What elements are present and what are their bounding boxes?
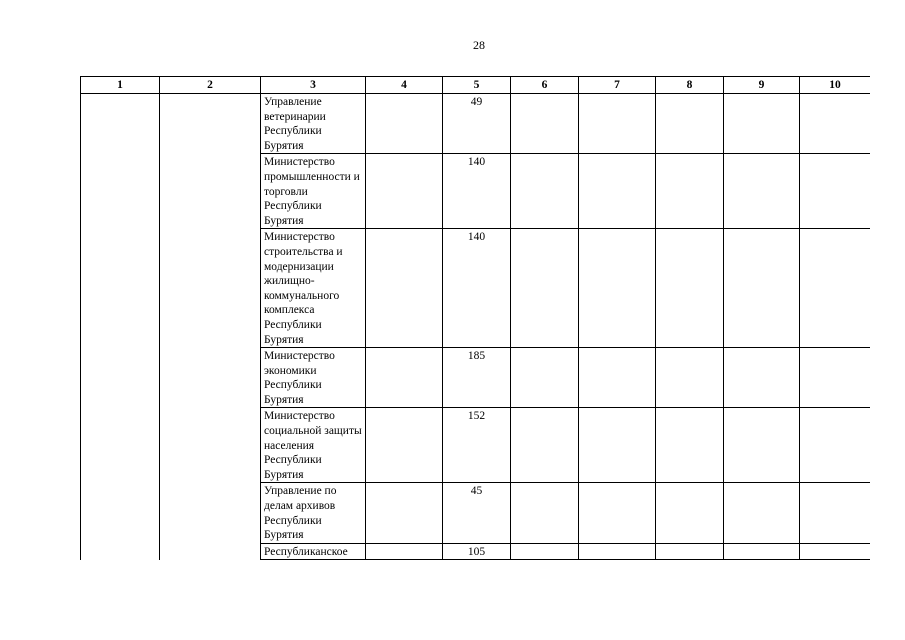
org-name-cell: Министерство социальной защиты населения Республики Бурятия — [261, 408, 366, 483]
cell-col-9 — [724, 348, 800, 408]
value-cell: 45 — [443, 483, 511, 543]
cell-col-4 — [366, 229, 443, 348]
cell-col-6 — [511, 94, 579, 154]
cell-col-9 — [724, 94, 800, 154]
cell-col-6 — [511, 543, 579, 560]
cell-col-10 — [800, 483, 871, 543]
cell-col-6 — [511, 483, 579, 543]
value-cell: 140 — [443, 229, 511, 348]
value-cell: 185 — [443, 348, 511, 408]
cell-col-10 — [800, 94, 871, 154]
cell-col-9 — [724, 229, 800, 348]
cell-col-8 — [656, 483, 724, 543]
column-header-8: 8 — [656, 77, 724, 94]
cell-col-7 — [579, 154, 656, 229]
page-number: 28 — [473, 38, 485, 52]
cell-col-4 — [366, 348, 443, 408]
org-name-cell: Управление ветеринарии Республики Бурятия — [261, 94, 366, 154]
column-header-10: 10 — [800, 77, 871, 94]
cell-col-9 — [724, 543, 800, 560]
cell-col-9 — [724, 483, 800, 543]
cell-col-4 — [366, 94, 443, 154]
cell-col-4 — [366, 408, 443, 483]
cell-col-4 — [366, 543, 443, 560]
value-cell: 105 — [443, 543, 511, 560]
value-cell: 49 — [443, 94, 511, 154]
document-table — [80, 76, 870, 560]
org-name-cell: Управление по делам архивов Республики Бурятия — [261, 483, 366, 543]
column-header-7: 7 — [579, 77, 656, 94]
cell-col-4 — [366, 483, 443, 543]
cell-col-1 — [81, 94, 160, 560]
cell-col-6 — [511, 348, 579, 408]
cell-col-6 — [511, 408, 579, 483]
cell-col-10 — [800, 543, 871, 560]
cell-col-8 — [656, 94, 724, 154]
org-name-cell: Республиканское — [261, 543, 366, 560]
cell-col-8 — [656, 229, 724, 348]
cell-col-8 — [656, 408, 724, 483]
cell-col-8 — [656, 543, 724, 560]
cell-col-7 — [579, 543, 656, 560]
cell-col-7 — [579, 229, 656, 348]
header-row — [81, 77, 871, 94]
cell-col-9 — [724, 154, 800, 229]
table-row — [81, 94, 871, 154]
cell-col-10 — [800, 408, 871, 483]
cell-col-8 — [656, 348, 724, 408]
cell-col-4 — [366, 154, 443, 229]
cell-col-8 — [656, 154, 724, 229]
value-cell: 152 — [443, 408, 511, 483]
document-table-wrapper — [80, 76, 870, 573]
column-header-4: 4 — [366, 77, 443, 94]
cell-col-2 — [160, 94, 261, 560]
cell-col-6 — [511, 154, 579, 229]
org-name-cell: Министерство экономики Республики Бурятия — [261, 348, 366, 408]
column-header-2: 2 — [160, 77, 261, 94]
column-header-5: 5 — [443, 77, 511, 94]
column-header-9: 9 — [724, 77, 800, 94]
cell-col-10 — [800, 348, 871, 408]
cell-col-7 — [579, 483, 656, 543]
cell-col-10 — [800, 229, 871, 348]
column-header-1: 1 — [81, 77, 160, 94]
column-header-6: 6 — [511, 77, 579, 94]
cell-col-10 — [800, 154, 871, 229]
cell-col-7 — [579, 348, 656, 408]
column-header-3: 3 — [261, 77, 366, 94]
cell-col-6 — [511, 229, 579, 348]
org-name-cell: Министерство промышленности и торговли Республики Бурятия — [261, 154, 366, 229]
cell-col-7 — [579, 94, 656, 154]
cell-col-7 — [579, 408, 656, 483]
org-name-cell: Министерство строительства и модернизации жилищно-коммунального комплекса Республики Бурятия — [261, 229, 366, 348]
cell-col-9 — [724, 408, 800, 483]
value-cell: 140 — [443, 154, 511, 229]
